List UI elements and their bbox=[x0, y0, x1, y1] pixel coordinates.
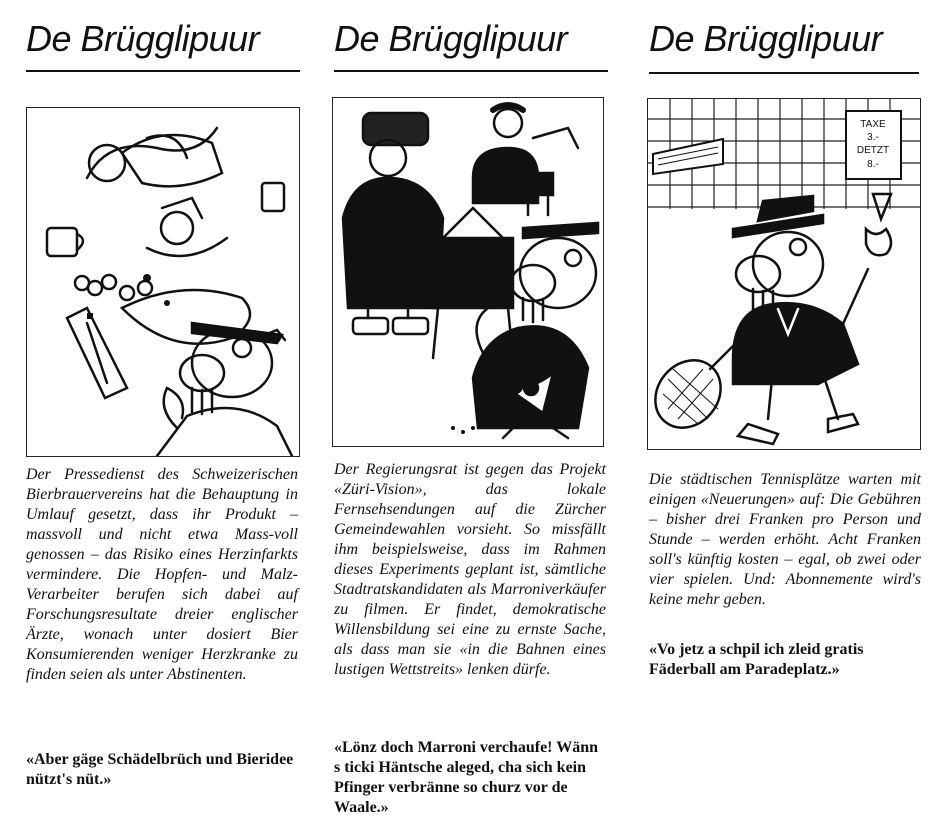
pull-quote: «Vo jetz a schpil ich zleid gratis Fäderball am Paradeplatz.» bbox=[649, 641, 864, 678]
sign-line: TAXE bbox=[860, 119, 886, 130]
article-text: Die städtischen Tennisplätze warten mit einigen «Neuerungen» auf: Die Gebühren – bisher drei Franken pro Person und Stunde – werden erhöht. Acht Franken soll's künftig kosten – egal, ob zwei oder vier spielen. Und: Abonnemente wird's keine mehr geben. bbox=[649, 471, 921, 608]
beer-cartoon bbox=[26, 107, 300, 457]
tennis-cartoon bbox=[647, 98, 921, 450]
column-title: De Brügglipuur bbox=[649, 18, 883, 59]
title-rule bbox=[334, 70, 608, 72]
sign-line: 3.- bbox=[867, 132, 879, 143]
cartoon-drawing bbox=[333, 98, 603, 446]
pull-quote: «Lönz doch Marroni verchaufe! Wänn s ticki Häntsche aleged, cha sich kein Pfinger verbränne so churz vor de Waale.» bbox=[334, 739, 599, 816]
cartoon-drawing bbox=[27, 108, 299, 456]
column-title: De Brügglipuur bbox=[26, 18, 260, 59]
article-text: Der Pressedienst des Schweizerischen Bierbrauervereins hat die Behauptung in Umlauf gesetzt, dass ihr Produkt – massvoll und nicht etwa Mass-voll genossen – das Risiko eines Herzinfarkts vermindere. Die Hopfen- und Malz-Verarbeiter berufen sich dabei auf Forschungsresultate dreier englischer Ärzte, wonach unter dosiert Bier Konsumierenden weniger Herzkranke zu finden seien als unter Abstinenten. bbox=[26, 466, 298, 683]
pull-quote: «Aber gäge Schädelbrüch und Bieridee nützt's nüt.» bbox=[26, 751, 294, 788]
marroni-cartoon bbox=[332, 97, 604, 447]
cartoon-drawing bbox=[648, 99, 920, 449]
sign-line: DETZT bbox=[856, 145, 890, 156]
sign-line: 8.- bbox=[867, 159, 879, 170]
title-rule bbox=[26, 70, 300, 72]
column-title: De Brügglipuur bbox=[334, 18, 568, 59]
title-rule bbox=[649, 72, 919, 74]
article-text: Der Regierungsrat ist gegen das Projekt «Züri-Vision», das lokale Fernsehsendungen auf die Zürcher Gemeindewahlen vorsieht. So missfällt ihm beispielsweise, dass im Rahmen dieses Experiments geplant ist, sämtliche Stadtratskandidaten als Marroniverkäufer zu filmen. Er findet, demokratische Willensbildung sei eine zu ernste Sache, als dass man sie «in die Bahnen eines lustigen Wettstreits» lenken dürfe. bbox=[334, 461, 606, 678]
